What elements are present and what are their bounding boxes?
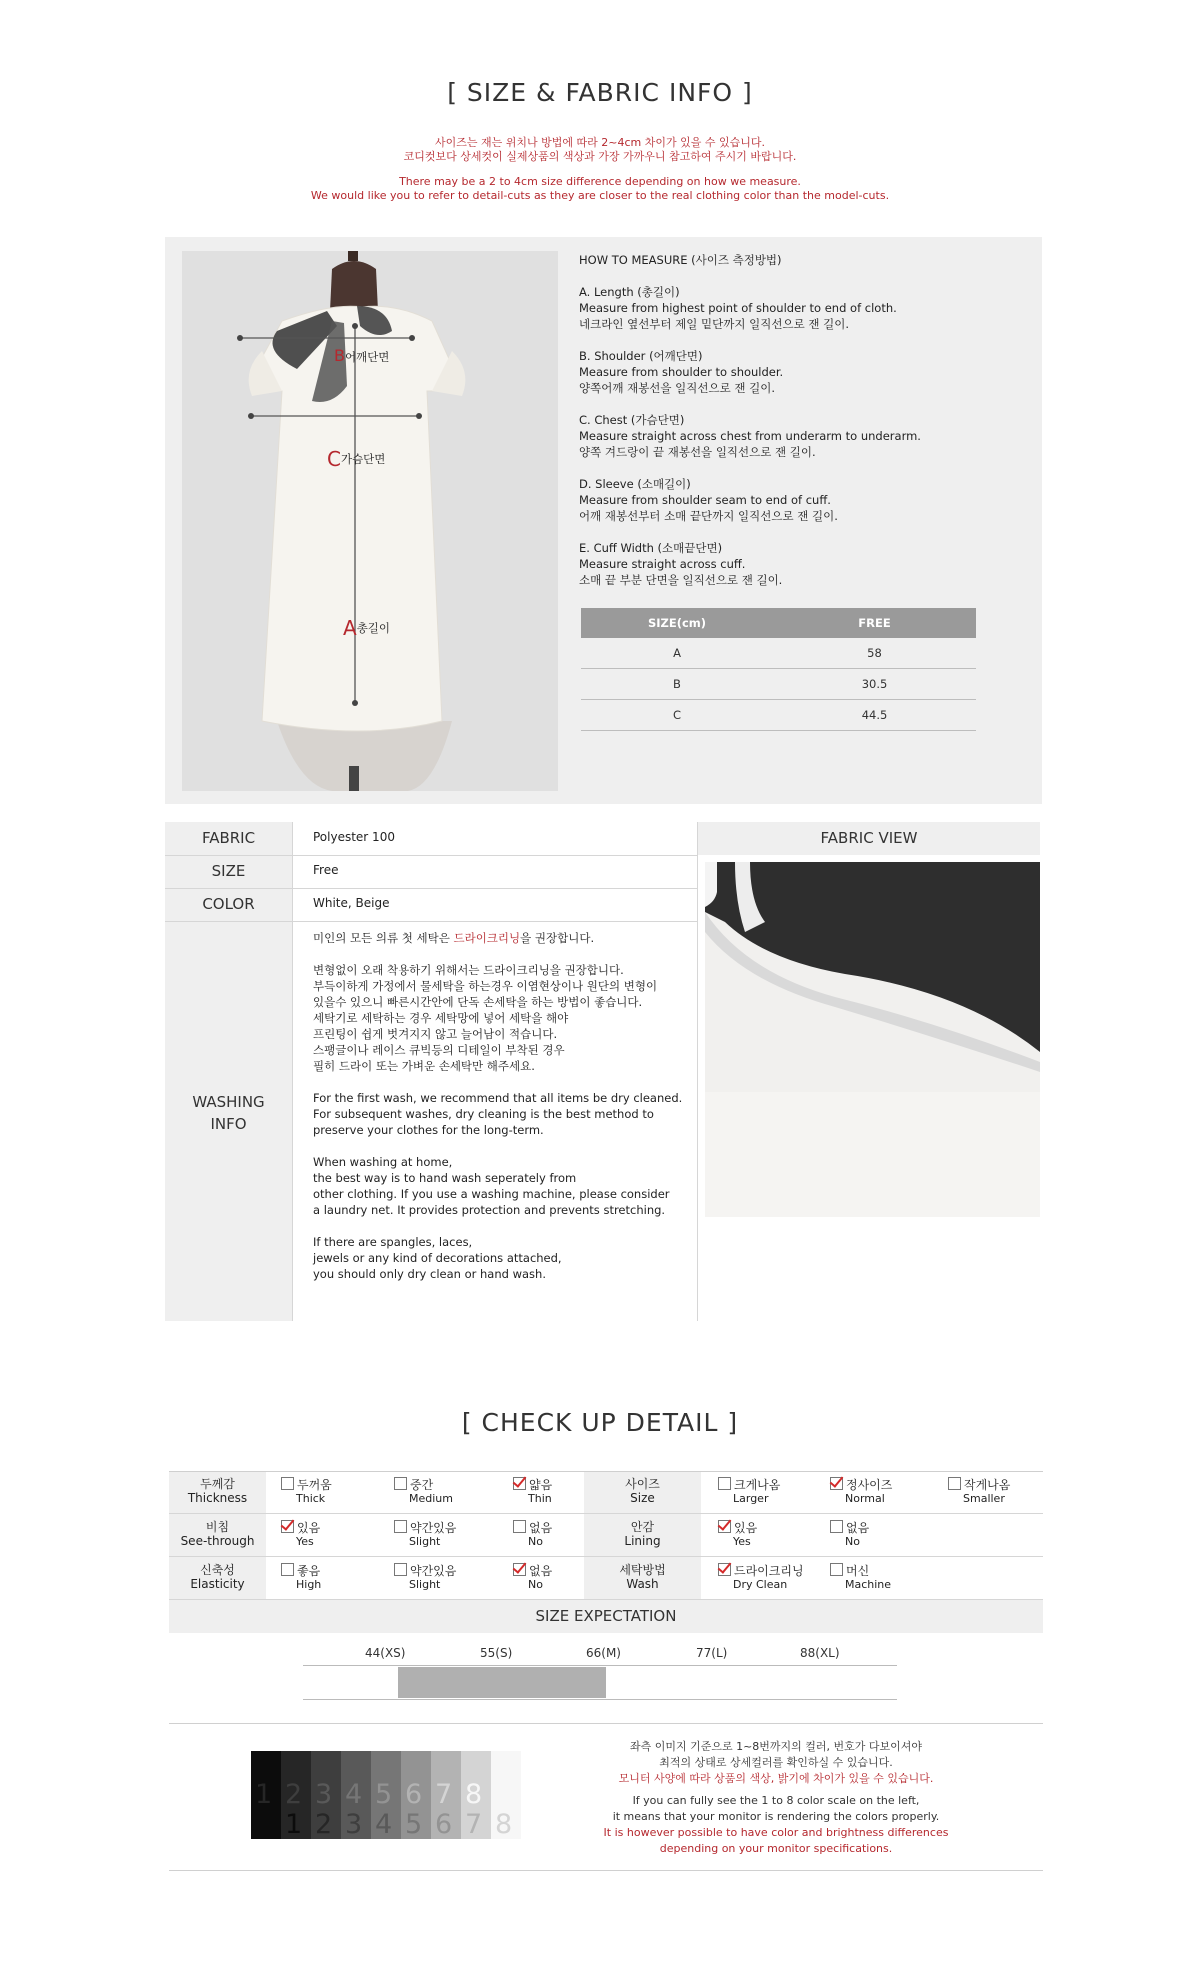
measure-item-ko: 네크라인 옆선부터 제일 밑단까지 일직선으로 잰 길이. bbox=[579, 317, 849, 331]
option-ko: 작게나옴 bbox=[964, 1478, 1011, 1492]
scale-number: 7 bbox=[435, 1779, 453, 1810]
washing-line: 변형없이 오래 착용하기 위해서는 드라이크리닝을 권장합니다. bbox=[313, 963, 624, 977]
label-b bbox=[334, 346, 389, 365]
size-notice-en bbox=[0, 175, 1200, 203]
divider bbox=[165, 855, 697, 856]
option-ko: 크게나옴 bbox=[734, 1478, 781, 1492]
header-ko: 비침 bbox=[205, 1520, 230, 1534]
option-size-smaller[interactable] bbox=[948, 1477, 1010, 1506]
option-en: Yes bbox=[733, 1535, 751, 1548]
color-swatch bbox=[461, 1751, 491, 1839]
size-label-cell: SIZE bbox=[165, 855, 292, 888]
fabric-label-cell: FABRIC bbox=[165, 822, 292, 855]
label-c bbox=[327, 447, 385, 471]
checkbox-icon[interactable] bbox=[830, 1520, 843, 1533]
color-scale bbox=[251, 1751, 521, 1843]
header-en: Lining bbox=[624, 1534, 661, 1548]
option-en: Thick bbox=[296, 1492, 326, 1505]
size-range-bar bbox=[398, 1667, 606, 1698]
measure-item-title: A. Length (총길이) bbox=[579, 285, 680, 299]
checkbox-checked-icon[interactable] bbox=[513, 1563, 526, 1576]
size-notice-ko bbox=[0, 136, 1200, 164]
option-wash-dry-clean[interactable] bbox=[718, 1563, 804, 1592]
option-ko: 있음 bbox=[297, 1521, 321, 1535]
washing-line: For the first wash, we recommend that all items be dry cleaned. bbox=[313, 1091, 683, 1105]
scale-line bbox=[303, 1665, 897, 1666]
measure-item-ko: 소매 끝 부분 단면을 일직선으로 잰 길이. bbox=[579, 573, 783, 587]
option-en: No bbox=[528, 1535, 543, 1548]
monitor-notice bbox=[566, 1739, 986, 1857]
size-value: 58 bbox=[773, 638, 976, 669]
size-key: A bbox=[581, 638, 773, 669]
size-expectation-title: SIZE EXPECTATION bbox=[169, 1600, 1043, 1633]
measure-item-en: Measure straight across chest from underarm to underarm. bbox=[579, 429, 921, 443]
checkbox-icon[interactable] bbox=[394, 1563, 407, 1576]
header-en: See-through bbox=[180, 1534, 255, 1548]
option-en: Larger bbox=[733, 1492, 769, 1505]
measure-item-title: D. Sleeve (소매길이) bbox=[579, 477, 691, 491]
scale-number: 8 bbox=[465, 1779, 483, 1810]
thickness-header bbox=[169, 1472, 266, 1513]
option-see-through-no[interactable] bbox=[513, 1520, 552, 1549]
divider bbox=[697, 822, 698, 1321]
label-text: 총길이 bbox=[356, 621, 391, 635]
fabric-value: Polyester 100 bbox=[313, 830, 395, 844]
how-to-measure bbox=[579, 252, 1019, 588]
checkbox-icon[interactable] bbox=[394, 1520, 407, 1533]
washing-intro bbox=[313, 930, 693, 946]
size-expectation-scale bbox=[303, 1640, 897, 1700]
checkbox-icon[interactable] bbox=[948, 1477, 961, 1490]
option-ko: 드라이크리닝 bbox=[734, 1564, 804, 1578]
scale-number: 4 bbox=[345, 1779, 363, 1810]
checkbox-checked-icon[interactable] bbox=[718, 1563, 731, 1576]
size-value: 44.5 bbox=[773, 700, 976, 731]
notice-line: 좌측 이미지 기준으로 1~8번까지의 컬러, 번호가 다보이셔야 bbox=[629, 1740, 923, 1753]
fabric-view-image bbox=[705, 862, 1040, 1217]
washing-line: 세탁기로 세탁하는 경우 세탁망에 넣어 세탁을 해야 bbox=[313, 1011, 569, 1025]
washing-intro-text: 미인의 모든 의류 첫 세탁은 bbox=[313, 931, 454, 945]
washing-line: preserve your clothes for the long-term. bbox=[313, 1123, 544, 1137]
wash-header bbox=[584, 1557, 701, 1599]
measure-item-title: B. Shoulder (어깨단면) bbox=[579, 349, 703, 363]
scale-number: 2 bbox=[315, 1809, 333, 1840]
option-ko: 없음 bbox=[529, 1521, 553, 1535]
washing-intro-highlight: 드라이크리닝 bbox=[453, 931, 521, 945]
header-ko: 사이즈 bbox=[625, 1477, 660, 1491]
washing-line: you should only dry clean or hand wash. bbox=[313, 1267, 546, 1281]
label-letter: A bbox=[343, 616, 357, 640]
checkbox-icon[interactable] bbox=[394, 1477, 407, 1490]
option-wash-machine[interactable] bbox=[830, 1563, 891, 1592]
washing-line: the best way is to hand wash seperately from bbox=[313, 1171, 577, 1185]
color-swatch bbox=[431, 1751, 461, 1839]
washing-line: 있을수 있으니 빠른시간안에 단독 손세탁을 하는 방법이 좋습니다. bbox=[313, 995, 643, 1009]
notice-line: 코디컷보다 상세컷이 실제상품의 색상과 가장 가까우니 참고하여 주시기 바랍니다. bbox=[403, 150, 797, 163]
option-en: Dry Clean bbox=[733, 1578, 788, 1591]
washing-label-line: WASHING bbox=[192, 1093, 265, 1111]
scale-line bbox=[303, 1699, 897, 1700]
option-ko: 없음 bbox=[846, 1521, 870, 1535]
option-elasticity-high[interactable] bbox=[281, 1563, 321, 1592]
size-key: C bbox=[581, 700, 773, 731]
color-swatch bbox=[371, 1751, 401, 1839]
notice-line-red: 모니터 사양에 따라 상품의 색상, 밝기에 차이가 있을 수 있습니다. bbox=[618, 1772, 934, 1785]
header-ko: 신축성 bbox=[200, 1563, 235, 1577]
option-en: Slight bbox=[409, 1578, 441, 1591]
color-swatch bbox=[311, 1751, 341, 1839]
measure-item-ko: 양쪽 겨드랑이 끝 재봉선을 일직선으로 잰 길이. bbox=[579, 445, 816, 459]
notice-line: If you can fully see the 1 to 8 color scale on the left, bbox=[632, 1794, 920, 1807]
option-ko: 정사이즈 bbox=[846, 1478, 893, 1492]
fabric-view-label: FABRIC VIEW bbox=[698, 822, 1040, 855]
fabric-photo bbox=[705, 862, 1040, 1217]
color-swatch bbox=[491, 1751, 521, 1839]
option-lining-yes[interactable] bbox=[718, 1520, 757, 1549]
washing-line: If there are spangles, laces, bbox=[313, 1235, 473, 1249]
checkbox-checked-icon[interactable] bbox=[718, 1520, 731, 1533]
option-en: Yes bbox=[296, 1535, 314, 1548]
header-en: Elasticity bbox=[190, 1577, 245, 1591]
washing-line: a laundry net. It provides protection and prevents stretching. bbox=[313, 1203, 666, 1217]
scale-number: 8 bbox=[495, 1809, 513, 1840]
scale-number: 7 bbox=[465, 1809, 483, 1840]
header-en: Wash bbox=[626, 1577, 659, 1591]
size-label-xs: 44(XS) bbox=[365, 1646, 406, 1660]
check-up-title: [ CHECK UP DETAIL ] bbox=[461, 1408, 739, 1437]
washing-label-line: INFO bbox=[210, 1115, 247, 1133]
option-medium[interactable] bbox=[394, 1477, 453, 1506]
page-title: [ SIZE & FABRIC INFO ] bbox=[447, 78, 753, 107]
color-value: White, Beige bbox=[313, 896, 390, 910]
label-letter: B bbox=[334, 346, 345, 365]
scale-number: 3 bbox=[315, 1779, 333, 1810]
notice-line: it means that your monitor is rendering the colors properly. bbox=[612, 1810, 940, 1823]
size-label-l: 77(L) bbox=[696, 1646, 728, 1660]
washing-line: 부득이하게 가정에서 물세탁을 하는경우 이염현상이나 원단의 변형이 bbox=[313, 979, 658, 993]
option-en: Normal bbox=[845, 1492, 885, 1505]
measure-item-en: Measure from shoulder seam to end of cuff. bbox=[579, 493, 831, 507]
scale-number: 5 bbox=[405, 1809, 423, 1840]
washing-label-cell bbox=[165, 921, 292, 1321]
option-en: Slight bbox=[409, 1535, 441, 1548]
divider bbox=[165, 888, 697, 889]
header-ko: 세탁방법 bbox=[619, 1563, 666, 1577]
table-row bbox=[581, 669, 976, 700]
table-row bbox=[581, 700, 976, 731]
label-text: 가슴단면 bbox=[340, 452, 386, 466]
color-swatch bbox=[341, 1751, 371, 1839]
checkbox-icon[interactable] bbox=[718, 1477, 731, 1490]
notice-line: We would like you to refer to detail-cuts as they are closer to the real clothing color than the model-cuts. bbox=[310, 189, 890, 202]
color-swatch bbox=[281, 1751, 311, 1839]
table-row bbox=[581, 638, 976, 669]
measure-item-ko: 어깨 재봉선부터 소매 끝단까지 일직선으로 잰 길이. bbox=[579, 509, 838, 523]
checkbox-icon[interactable] bbox=[281, 1477, 294, 1490]
header-ko: 두께감 bbox=[200, 1477, 235, 1491]
option-ko: 좋음 bbox=[297, 1564, 321, 1578]
option-see-through-slight[interactable] bbox=[394, 1520, 456, 1549]
size-table bbox=[581, 608, 976, 731]
measure-item-title: E. Cuff Width (소매끝단면) bbox=[579, 541, 723, 555]
washing-info bbox=[313, 930, 693, 1282]
option-ko: 약간있음 bbox=[410, 1564, 457, 1578]
scale-number: 6 bbox=[405, 1779, 423, 1810]
size-value: 30.5 bbox=[773, 669, 976, 700]
option-elasticity-no[interactable] bbox=[513, 1563, 552, 1592]
size-header-free: FREE bbox=[773, 608, 976, 638]
divider bbox=[169, 1723, 1043, 1724]
washing-line: 필히 드라이 또는 가벼운 손세탁만 해주세요. bbox=[313, 1059, 535, 1073]
scale-number: 5 bbox=[375, 1779, 393, 1810]
option-en: Thin bbox=[528, 1492, 552, 1505]
option-ko: 있음 bbox=[734, 1521, 758, 1535]
option-size-larger[interactable] bbox=[718, 1477, 780, 1506]
washing-line: jewels or any kind of decorations attached, bbox=[313, 1251, 562, 1265]
option-thick[interactable] bbox=[281, 1477, 332, 1506]
mannequin-image bbox=[182, 251, 558, 791]
scale-number: 6 bbox=[435, 1809, 453, 1840]
option-en: Medium bbox=[409, 1492, 453, 1505]
lining-header bbox=[584, 1514, 701, 1556]
checkbox-checked-icon[interactable] bbox=[281, 1520, 294, 1533]
checkbox-icon[interactable] bbox=[830, 1563, 843, 1576]
option-ko: 중간 bbox=[410, 1478, 434, 1492]
label-a bbox=[343, 616, 390, 640]
notice-line-red: depending on your monitor specifications. bbox=[659, 1842, 893, 1855]
washing-line: 스팽글이나 레이스 큐빅등의 디테일이 부착된 경우 bbox=[313, 1043, 565, 1057]
measure-item-title: C. Chest (가슴단면) bbox=[579, 413, 685, 427]
option-en: Machine bbox=[845, 1578, 892, 1591]
washing-line: 프린팅이 쉽게 벗겨지지 않고 늘어남이 적습니다. bbox=[313, 1027, 558, 1041]
option-ko: 두꺼움 bbox=[297, 1478, 332, 1492]
measure-item-en: Measure straight across cuff. bbox=[579, 557, 746, 571]
measure-item-ko: 양쪽어깨 재봉선을 일직선으로 잰 길이. bbox=[579, 381, 776, 395]
notice-line-red: It is however possible to have color and brightness differences bbox=[603, 1826, 949, 1839]
color-swatch bbox=[251, 1751, 281, 1839]
header-en: Thickness bbox=[187, 1491, 248, 1505]
size-label-xl: 88(XL) bbox=[800, 1646, 840, 1660]
size-header-label: SIZE(cm) bbox=[581, 608, 773, 638]
color-swatch bbox=[401, 1751, 431, 1839]
size-table-header bbox=[581, 608, 976, 638]
scale-number: 1 bbox=[255, 1779, 273, 1810]
checkbox-icon[interactable] bbox=[513, 1520, 526, 1533]
divider bbox=[292, 822, 293, 1321]
color-label-cell: COLOR bbox=[165, 888, 292, 921]
option-ko: 약간있음 bbox=[410, 1521, 457, 1535]
measure-item-en: Measure from shoulder to shoulder. bbox=[579, 365, 784, 379]
washing-line: other clothing. If you use a washing machine, please consider bbox=[313, 1187, 670, 1201]
label-letter: C bbox=[327, 447, 341, 471]
washing-line: When washing at home, bbox=[313, 1155, 453, 1169]
scale-number: 1 bbox=[285, 1809, 303, 1840]
option-ko: 없음 bbox=[529, 1564, 553, 1578]
checkbox-checked-icon[interactable] bbox=[830, 1477, 843, 1490]
option-ko: 얇음 bbox=[529, 1478, 553, 1492]
scale-number: 2 bbox=[285, 1779, 303, 1810]
measure-heading: HOW TO MEASURE (사이즈 측정방법) bbox=[579, 253, 782, 267]
option-ko: 머신 bbox=[846, 1564, 870, 1578]
size-header bbox=[584, 1472, 701, 1513]
option-lining-no[interactable] bbox=[830, 1520, 869, 1549]
option-en: Smaller bbox=[963, 1492, 1005, 1505]
notice-line: 최적의 상태로 상세컬러를 확인하실 수 있습니다. bbox=[659, 1756, 893, 1769]
divider bbox=[169, 1870, 1043, 1871]
mannequin-illustration bbox=[182, 251, 558, 791]
divider bbox=[165, 921, 697, 922]
option-en: No bbox=[845, 1535, 860, 1548]
checkbox-checked-icon[interactable] bbox=[513, 1477, 526, 1490]
size-value: Free bbox=[313, 863, 339, 877]
washing-intro-text: 을 권장합니다. bbox=[520, 931, 595, 945]
see-through-header bbox=[169, 1514, 266, 1556]
label-text: 어깨단면 bbox=[344, 350, 390, 364]
checkbox-icon[interactable] bbox=[281, 1563, 294, 1576]
scale-number: 3 bbox=[345, 1809, 363, 1840]
size-label-m: 66(M) bbox=[586, 1646, 621, 1660]
header-en: Size bbox=[630, 1491, 655, 1505]
scale-number: 4 bbox=[375, 1809, 393, 1840]
header-ko: 안감 bbox=[630, 1520, 655, 1534]
option-size-normal[interactable] bbox=[830, 1477, 892, 1506]
elasticity-header bbox=[169, 1557, 266, 1599]
option-thin[interactable] bbox=[513, 1477, 552, 1506]
size-key: B bbox=[581, 669, 773, 700]
notice-line: There may be a 2 to 4cm size difference depending on how we measure. bbox=[399, 175, 801, 188]
notice-line: 사이즈는 재는 위치나 방법에 따라 2~4cm 차이가 있을 수 있습니다. bbox=[435, 136, 765, 149]
measure-item-en: Measure from highest point of shoulder to end of cloth. bbox=[579, 301, 897, 315]
option-en: High bbox=[296, 1578, 322, 1591]
option-en: No bbox=[528, 1578, 543, 1591]
option-elasticity-slight[interactable] bbox=[394, 1563, 456, 1592]
washing-line: For subsequent washes, dry cleaning is the best method to bbox=[313, 1107, 654, 1121]
option-see-through-yes[interactable] bbox=[281, 1520, 320, 1549]
size-label-s: 55(S) bbox=[480, 1646, 513, 1660]
